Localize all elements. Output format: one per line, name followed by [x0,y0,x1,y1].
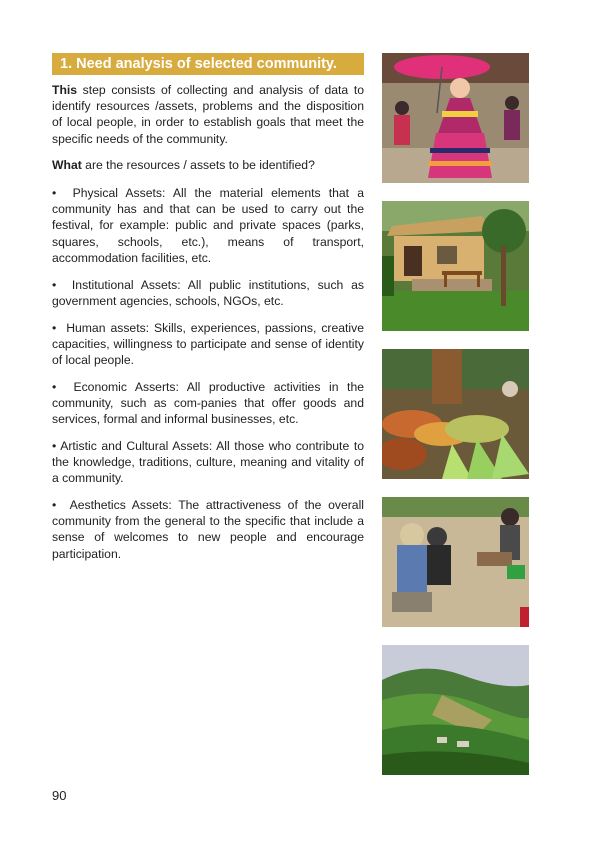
craft-workers-image [382,497,529,627]
market-produce-photo [382,349,529,479]
intro-paragraph [52,82,364,147]
festival-dancer-image [382,53,529,183]
question-text: are the resources / assets to be identified? [81,158,315,172]
section-heading-banner [52,53,364,75]
asset-item-economic [52,379,364,428]
festival-dancer-photo [382,53,529,183]
section-title: 1. Need analysis of selected community. [60,56,337,72]
asset-item-aesthetics [52,497,364,562]
asset-item-artistic-cultural [52,438,364,487]
bullet: • [52,321,57,335]
mountain-landscape-photo [382,645,529,775]
bullet: • [52,278,57,292]
bullet: • [52,498,57,512]
question-lead: What [52,158,82,172]
question-paragraph [52,157,364,173]
guesthouse-garden-image [382,201,529,331]
asset-text: Artistic and Cultural Assets: All those who contribute to the knowledge, traditions, culture, meaning and vitality of a community. [52,439,364,486]
asset-item-institutional [52,277,364,309]
asset-item-physical [52,185,364,266]
intro-text: step consists of collecting and analysis of data to identify resources /assets, problems and the disposition of local people, in order to establish goals that meet the specific needs of the community. [52,83,364,146]
guesthouse-garden-photo [382,201,529,331]
bullet: • [52,186,57,200]
mountain-landscape-image [382,645,529,775]
asset-text: Human assets: Skills, experiences, passions, creative capacities, willingness to participate and sense of identity of local people. [52,321,364,368]
market-produce-image [382,349,529,479]
asset-text: Institutional Assets: All public institutions, such as government agencies, schools, NGOs, etc. [52,278,364,309]
bullet: • [52,380,57,394]
page-number: 90 [52,788,67,803]
asset-text: Physical Assets: All the material elements that a community has and that can be used to carry out the festival, for example: public and private spaces (parks, squares, schools, etc.), means of transport, accommodation facilities, etc. [52,186,364,265]
asset-text: Economic Asserts: All productive activities in the community, such as com-panies that offer goods and services, formal and informal businesses, etc. [52,380,364,427]
asset-item-human [52,320,364,369]
intro-lead: This [52,83,78,97]
bullet: • [52,439,57,453]
asset-text: Aesthetics Assets: The attractiveness of the overall community from the general to the specific that include a sense of welcomes to new people and encourage participation. [52,498,364,561]
craft-workers-photo [382,497,529,627]
